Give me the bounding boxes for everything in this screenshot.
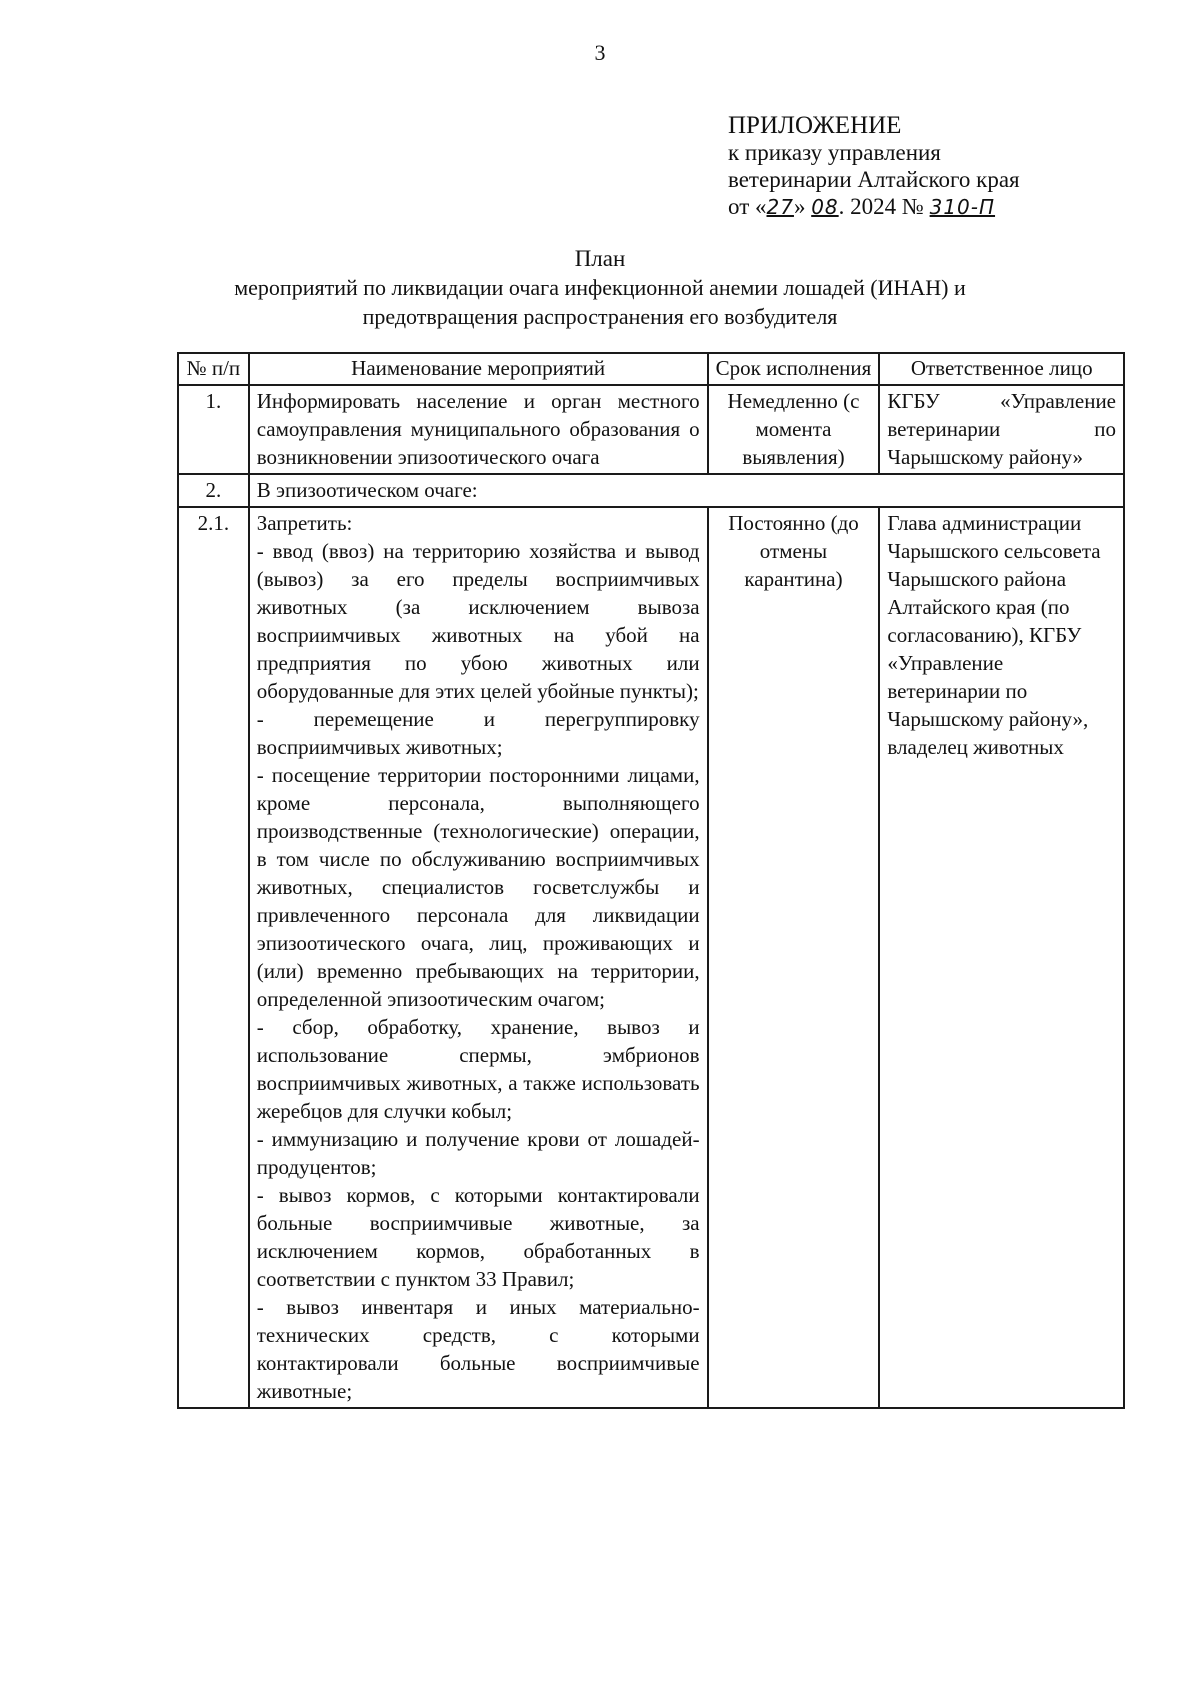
measure-line: Запретить: — [256, 511, 353, 535]
row-num: 1. — [178, 385, 249, 474]
title-line-3: предотвращения распространения его возбудителя — [362, 304, 838, 329]
header-num: № п/п — [178, 353, 249, 385]
measure-line: - иммунизацию и получение крови от лошадей-продуцентов; — [256, 1127, 700, 1179]
header-term: Срок исполнения — [708, 353, 880, 385]
section-title: В эпизоотическом очаге: — [249, 474, 1124, 507]
appendix-block — [728, 112, 1020, 221]
row-resp: КГБУ «Управление ветеринарии по Чарышскому району» — [879, 385, 1124, 474]
title-line-1: План — [574, 246, 626, 271]
appendix-date-line — [728, 193, 1020, 221]
header-name: Наименование мероприятий — [249, 353, 708, 385]
measure-line: - посещение территории посторонними лицами, кроме персонала, выполняющего производственные (технологические) операции, в том числе по обслуживанию восприимчивых животных, специалистов госветслужбы и привлеченного персонала для ликвидации эпизоотического очага, лиц, проживающих и (или) временно пребывающих на территории, определенной эпизоотическим очагом; — [256, 763, 700, 1011]
order-number-handwritten: 310-П — [929, 195, 996, 219]
measures-table — [177, 352, 1125, 1409]
row-num: 2. — [178, 474, 249, 507]
row-name — [249, 507, 708, 1408]
measure-line: - вывоз кормов, с которыми контактировали больные восприимчивые животные, за исключением кормов, обработанных в соответствии с пунктом 33 Правил; — [256, 1183, 700, 1291]
page-number: 3 — [594, 40, 606, 65]
date-prefix: от « — [728, 194, 767, 219]
date-year: . 2024 № — [838, 194, 924, 219]
row-term: Постоянно (до отмены карантина) — [708, 507, 880, 1408]
header-resp: Ответственное лицо — [879, 353, 1124, 385]
measure-line: - сбор, обработку, хранение, вывоз и использование спермы, эмбрионов восприимчивых животных, а также использовать жеребцов для случки кобыл; — [256, 1015, 700, 1123]
measure-line: - вывоз инвентаря и иных материально-технических средств, с которыми контактировали больные восприимчивые животные; — [256, 1295, 700, 1403]
row-resp: Глава администрации Чарышского сельсовета Чарышского района Алтайского края (по согласованию), КГБУ «Управление ветеринарии по Чарышскому району», владелец животных — [879, 507, 1124, 1408]
table-header-row — [178, 353, 1124, 385]
document-title — [0, 244, 1200, 331]
row-term: Немедленно (с момента выявления) — [708, 385, 880, 474]
date-day-handwritten: 27 — [766, 195, 794, 219]
table-row — [178, 385, 1124, 474]
date-month-handwritten: 08 — [811, 195, 839, 219]
row-num: 2.1. — [178, 507, 249, 1408]
table-row — [178, 507, 1124, 1408]
appendix-line-2: ветеринарии Алтайского края — [728, 167, 1020, 192]
appendix-line-1: к приказу управления — [728, 140, 941, 165]
measure-line: - ввод (ввоз) на территорию хозяйства и вывод (вывоз) за его пределы восприимчивых животных (за исключением вывоза восприимчивых животных на убой на предприятия по убою животных или оборудованные для этих целей убойные пункты); — [256, 539, 700, 703]
appendix-heading: ПРИЛОЖЕНИЕ — [728, 112, 902, 139]
date-mid: » — [793, 194, 812, 219]
measure-line: - перемещение и перегруппировку восприимчивых животных; — [256, 707, 700, 759]
row-name: Информировать население и орган местного самоуправления муниципального образования о возникновении эпизоотического очага — [249, 385, 708, 474]
title-line-2: мероприятий по ликвидации очага инфекционной анемии лошадей (ИНАН) и — [234, 275, 966, 300]
table-section-row — [178, 474, 1124, 507]
